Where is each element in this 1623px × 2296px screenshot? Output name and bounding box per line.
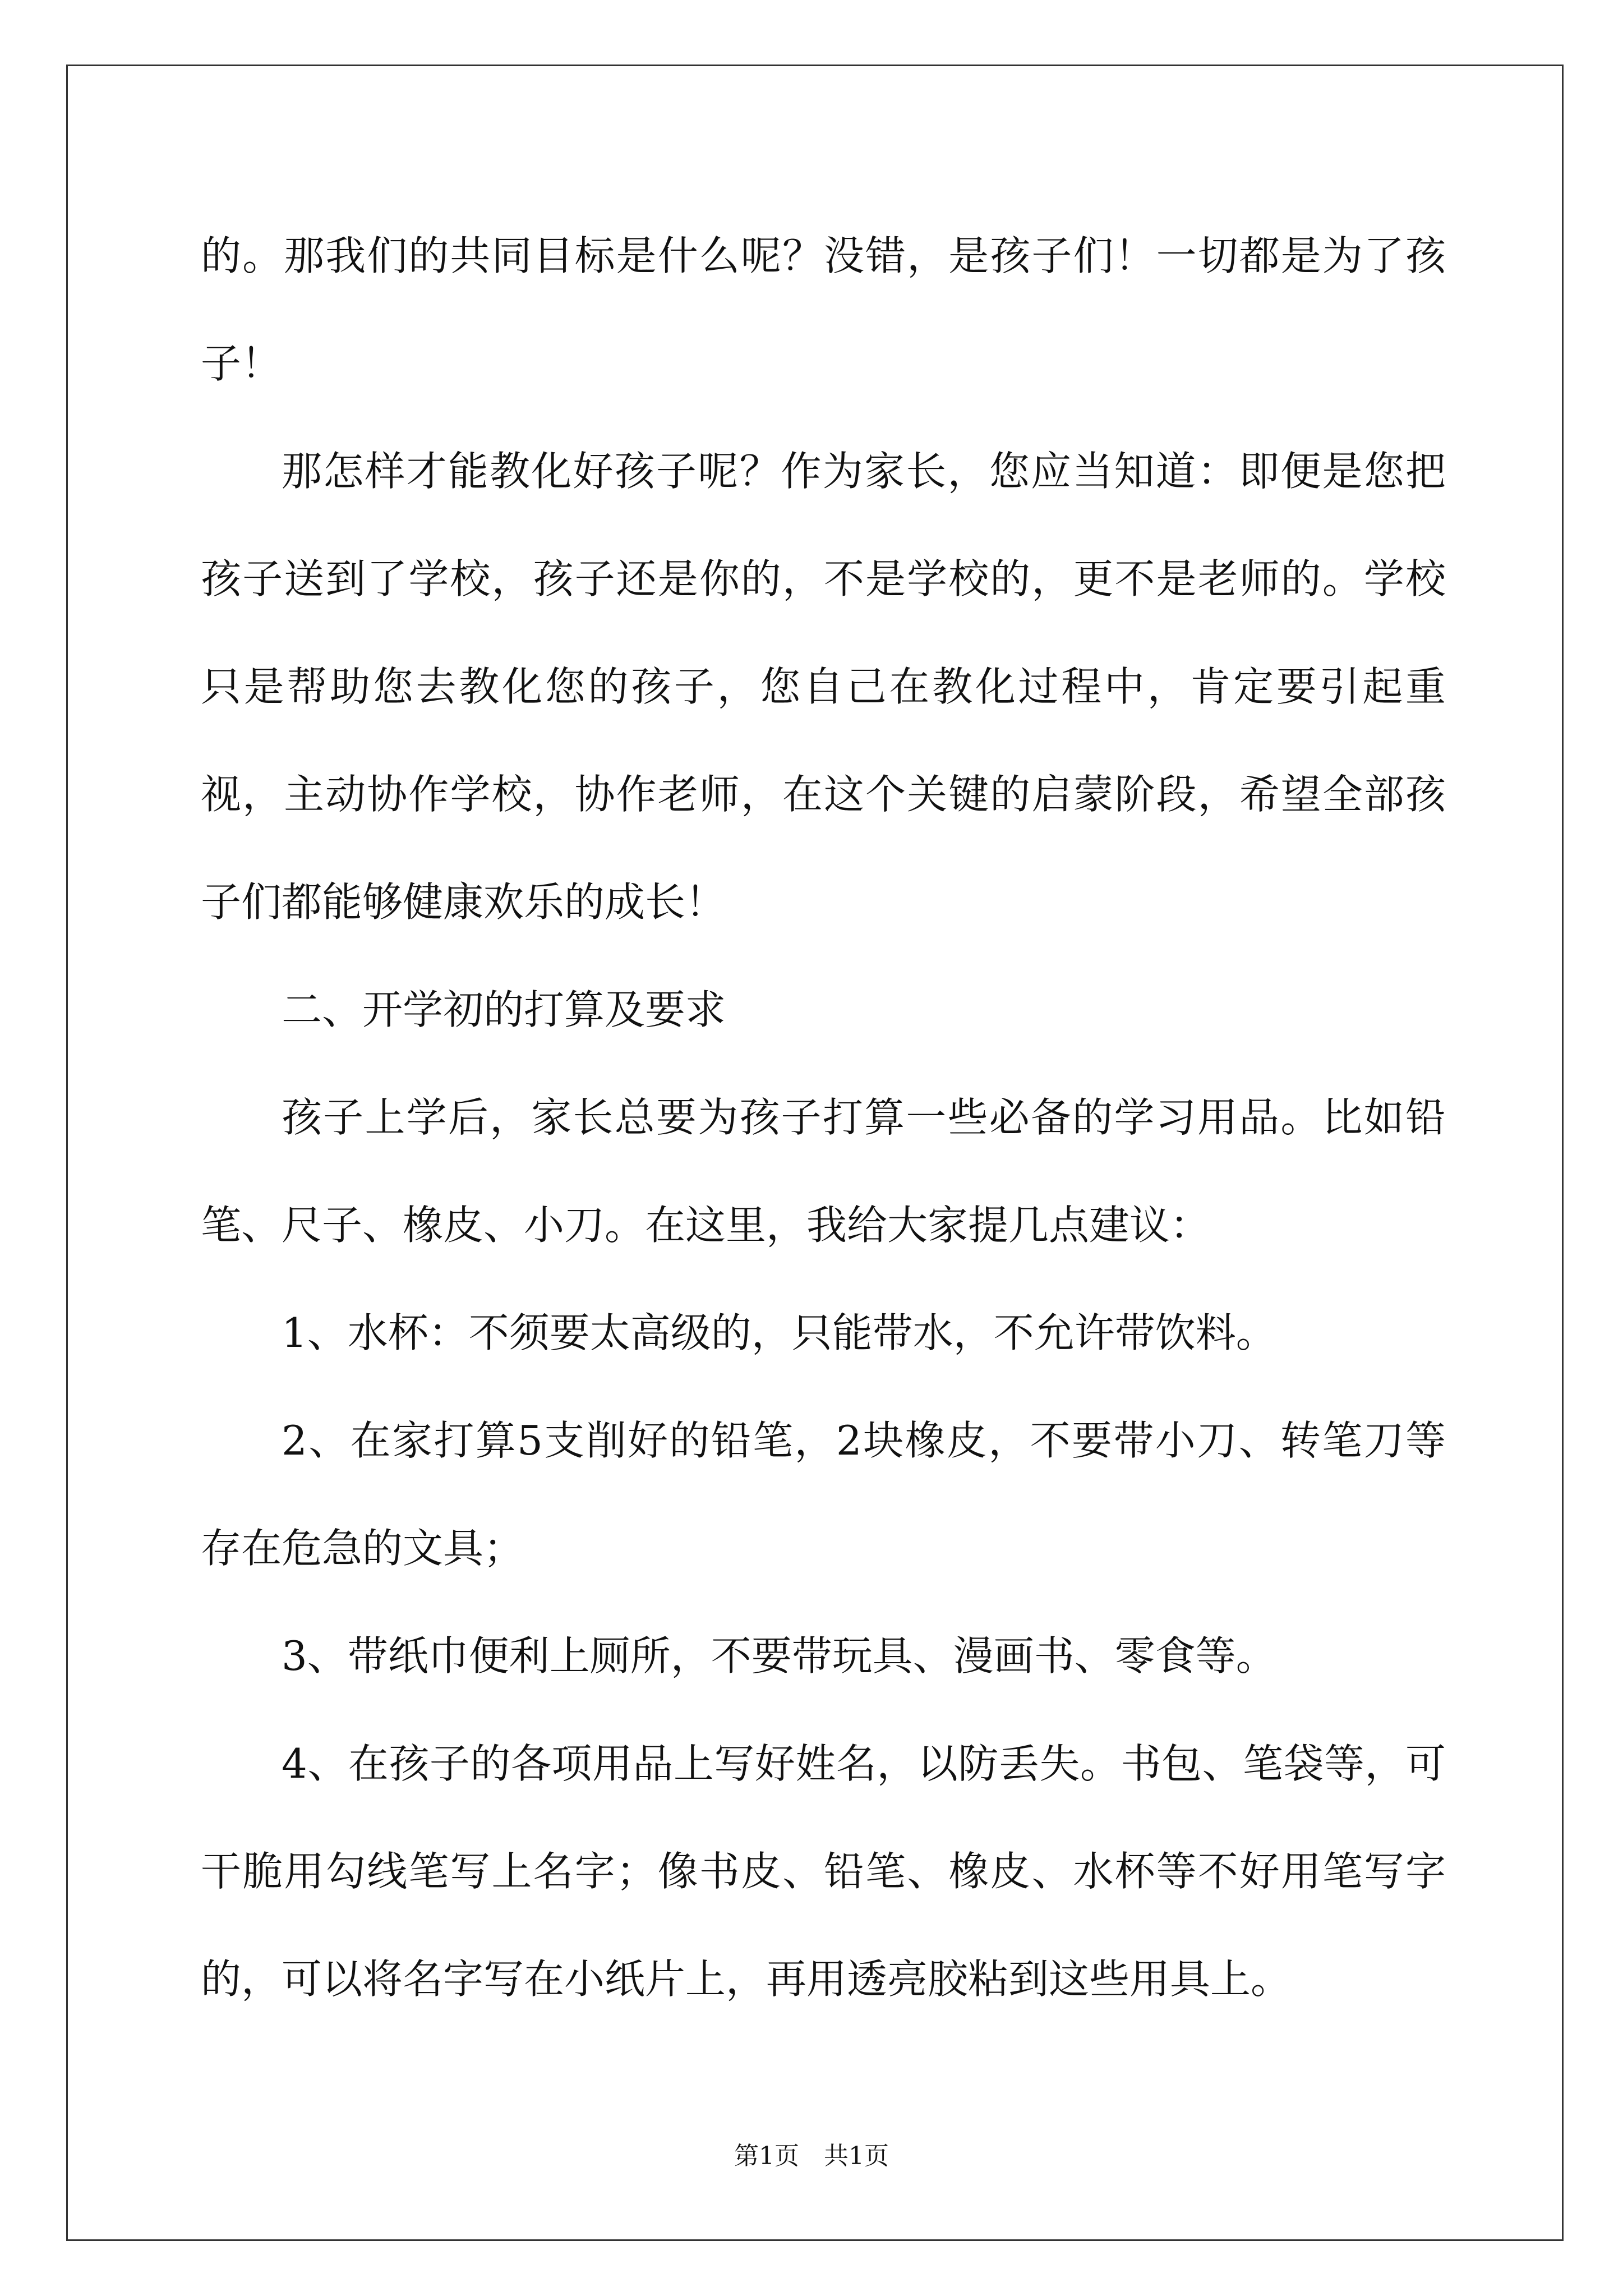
paragraph-3: 孩子上学后，家长总要为孩子打算一些必备的学习用品。比如铅笔、尺子、橡皮、小刀。在这里，我给大家提几点建议： <box>201 1094 1446 1249</box>
list-item-4: 4、在孩子的各项用品上写好姓名，以防丢失。书包、笔袋等，可干脆用勾线笔写上名字；像书皮、铅笔、橡皮、水杯等不好用笔写字的，可以将名字写在小纸片上，再用透亮胶粘到这些用具上。 <box>201 1740 1446 2003</box>
list-item-3: 3、带纸巾便利上厕所，不要带玩具、漫画书、零食等。 <box>282 1632 1276 1680</box>
document-body <box>201 202 1446 2033</box>
section-heading: 二、开学初的打算及要求 <box>282 986 726 1033</box>
page-footer: 第1页 共1页 <box>734 2142 889 2170</box>
list-item-2: 2、在家打算5支削好的铅笔，2块橡皮，不要带小刀、转笔刀等存在危急的文具； <box>201 1417 1446 1572</box>
list-item-1: 1、水杯：不须要太高级的，只能带水，不允许带饮料。 <box>282 1309 1276 1356</box>
paragraph-2: 那怎样才能教化好孩子呢？作为家长，您应当知道：即便是您把孩子送到了学校，孩子还是你的，不是学校的，更不是老师的。学校只是帮助您去教化您的孩子，您自己在教化过程中，肯定要引起重视，主动协作学校，协作老师，在这个关键的启蒙阶段，希望全部孩子们都能够健康欢乐的成长！ <box>201 448 1446 926</box>
paragraph-1: 的。那我们的共同目标是什么呢？没错，是孩子们！一切都是为了孩子！ <box>201 232 1446 387</box>
